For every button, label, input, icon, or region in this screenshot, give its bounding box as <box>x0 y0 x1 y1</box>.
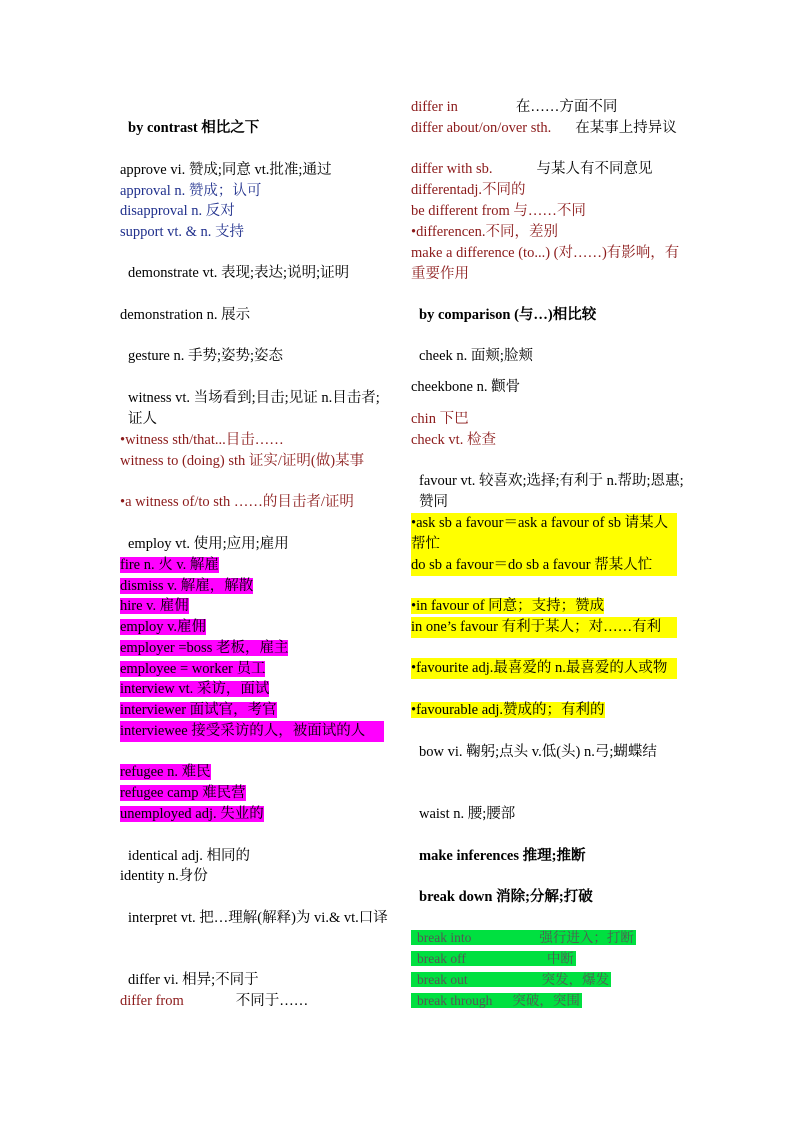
entry-witness: witness vt. 当场看到;目击;见证 n.目击者;证人 <box>128 390 380 427</box>
entry-differ-from: differ from 不同于…… <box>120 993 309 1009</box>
entry-interviewer: interviewer 面试官，考官 <box>120 702 277 718</box>
entry-be-different: be different from 与……不同 <box>411 203 586 219</box>
entry-do-sb-a-favour: do sb a favour＝do sb a favour 帮某人忙 <box>411 555 677 576</box>
entry-approve: approve vi. 赞成;同意 vt.批准;通过 <box>120 162 332 178</box>
entry-dismiss: dismiss v. 解雇，解散 <box>120 578 254 594</box>
entry-witness-sth: •witness sth/that...目击…… <box>120 432 284 448</box>
entry-break-out: break out 突发，爆发 <box>411 970 611 990</box>
entry-refugee-camp: refugee camp 难民营 <box>120 785 246 801</box>
entry-employee: employee = worker 员工 <box>120 661 266 677</box>
entry-demonstration: demonstration n. 展示 <box>120 307 251 323</box>
entry-chin: chin 下巴 <box>411 411 469 427</box>
entry-bow: bow vi. 鞠躬;点头 v.低(头) n.弓;蝴蝶结 <box>419 744 657 760</box>
entry-disapproval: disapproval n. 反对 <box>120 203 235 219</box>
entry-check: check vt. 检查 <box>411 432 496 448</box>
entry-differ-with: differ with sb. 与某人有不同意见 <box>411 161 653 177</box>
heading-by-comparison: by comparison (与…)相比较 <box>419 307 597 323</box>
entry-differ: differ vi. 相异;不同于 <box>128 972 259 988</box>
entry-gesture: gesture n. 手势;姿势;姿态 <box>128 348 284 364</box>
entry-break-into: break into 强行进入；打断 <box>411 928 636 948</box>
entry-waist: waist n. 腰;腰部 <box>419 806 516 822</box>
entry-cheek: cheek n. 面颊;脸颊 <box>419 348 533 364</box>
entry-identical: identical adj. 相同的 <box>128 848 251 864</box>
entry-different: differentadj.不同的 <box>411 182 526 198</box>
heading-make-inferences: make inferences 推理;推断 <box>419 848 586 864</box>
entry-fire: fire n. 火 v. 解雇 <box>120 557 219 573</box>
entry-make-a-difference: make a difference (to...) (对……)有影响，有重要作用 <box>411 245 680 282</box>
entry-ask-sb-a-favour: •ask sb a favour＝ask a favour of sb 请某人帮忙 <box>411 513 677 555</box>
entry-identity: identity n.身份 <box>120 868 208 884</box>
entry-support: support vt. & n. 支持 <box>120 224 245 240</box>
entry-favourite: •favourite adj.最喜爱的 n.最喜爱的人或物 <box>411 658 677 679</box>
entry-interpret: interpret vt. 把…理解(解释)为 vi.& vt.口译 <box>128 910 388 926</box>
entry-unemployed: unemployed adj. 失业的 <box>120 806 264 822</box>
entry-difference: •differencen.不同，差别 <box>411 224 558 240</box>
entry-break-through: break through 突破，突围 <box>411 991 582 1011</box>
entry-differ-about: differ about/on/over sth. 在某事上持异议 <box>411 120 677 136</box>
entry-demonstrate: demonstrate vt. 表现;表达;说明;证明 <box>128 265 350 281</box>
entry-refugee: refugee n. 难民 <box>120 764 211 780</box>
entry-favour: favour vt. 较喜欢;选择;有利于 n.帮助;恩惠;赞同 <box>419 473 684 510</box>
entry-hire: hire v. 雇佣 <box>120 598 189 614</box>
heading-break-down: break down 消除;分解;打破 <box>419 889 593 905</box>
entry-approval: approval n. 赞成；认可 <box>120 183 262 199</box>
heading-by-contrast: by contrast 相比之下 <box>128 120 260 136</box>
entry-favourable: •favourable adj.赞成的；有利的 <box>411 702 605 718</box>
entry-in-ones-favour: in one’s favour 有利于某人；对……有利 <box>411 617 677 638</box>
entry-in-favour-of: •in favour of 同意；支持；赞成 <box>411 598 605 614</box>
entry-witness-to: witness to (doing) sth 证实/证明(做)某事 <box>120 453 365 469</box>
entry-a-witness: •a witness of/to sth ……的目击者/证明 <box>120 494 354 510</box>
entry-employer: employer =boss 老板，雇主 <box>120 640 289 656</box>
entry-employ-v: employ v.雇佣 <box>120 619 207 635</box>
entry-differ-in: differ in 在……方面不同 <box>411 99 618 115</box>
entry-break-off: break off 中断 <box>411 949 576 969</box>
entry-interview: interview vt. 采访，面试 <box>120 681 270 697</box>
entry-cheekbone: cheekbone n. 颧骨 <box>411 379 521 395</box>
entry-interviewee: interviewee 接受采访的人，被面试的人 <box>120 721 384 742</box>
entry-employ: employ vt. 使用;应用;雇用 <box>128 536 289 552</box>
